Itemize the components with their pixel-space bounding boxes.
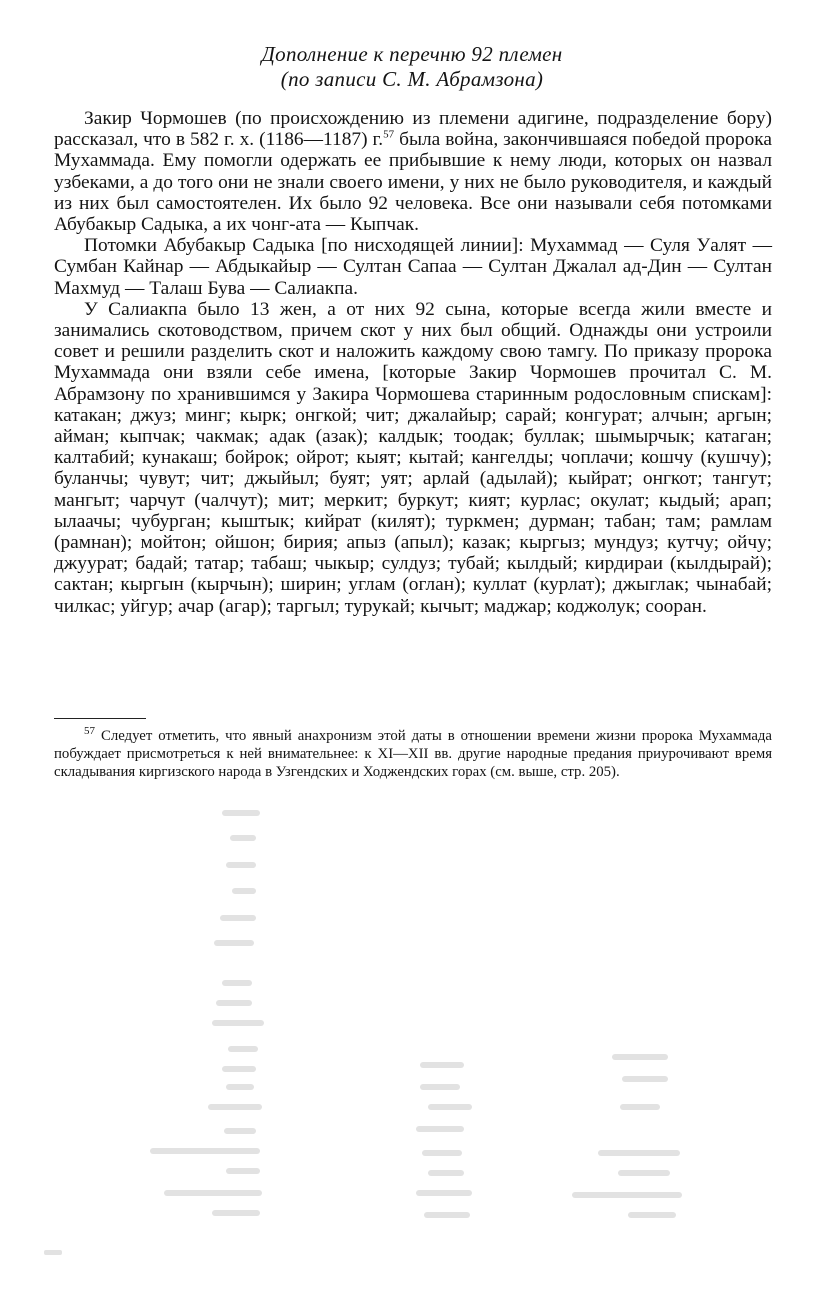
paragraph-1-continuation: была война, закончившаяся победой пророка Мухаммада. Ему помогли одержать ее прибывшие к нему люди, которых он назвал узбеками, а до того они не знали своего имени, у них не было руководителя, и каждый из них был самостоятелен. Их было 92 человека. Все они называли себя потомками Абубакыр Садыка, а их чонг-ата — Кыпчак. xyxy=(54,129,772,236)
footnote-text: Следует отметить, что явный анахронизм этой даты в отношении времени жизни пророка Мухаммада побуждает присмотреться к ней внимательнее: к XI—XII вв. другие народные предания приурочивают время складывания киргизского народа в Узгендских и Ходжендских горах (см. выше, стр. 205). xyxy=(54,728,772,780)
paragraph-1-text: Закир Чормошев (по происхождению из племени адигине, подразделение бору) рассказал, что в 582 г. х. (1186—1187) г. xyxy=(54,108,772,151)
footnote-number: 57 xyxy=(84,725,95,738)
footnote xyxy=(54,727,772,781)
heading-line-1: Дополнение к перечню 92 племен xyxy=(261,42,563,66)
footnote-reference: 57 xyxy=(383,128,395,141)
paragraph-3: У Салиакпа было 13 жен, а от них 92 сына, которые всегда жили вместе и занимались скотоводством, причем скот у них был общий. Однажды они устроили совет и решили разделить скот и наложить каждому свою тамгу. По приказу пророка Мухаммада они взяли себе имена, [которые Закир Чормошев прочитал С. М. Абрамзону по хранившимся у Закира Чормошева старинным родословным спискам]: катакан; джуз; минг; кырк; онгкой; чит; джалайыр; сарай; конгурат; алчын; аргын; айман; кыпчак; чакмак; адак (азак); калдык; тоодак; буллак; шымырчык; катаган; калтабий; кунакаш; бойрок; ойрот; кыят; кытай; кангелды; чоплачи; кошчу (кушчу); буланчы; чувут; чит; джыйыл; буят; уят; арлай (адылай); кыйрат; онгкот; тангут; мангыт; чарчут (чалчут); мит; меркит; буркут; кият; курлас; окулат; кыдый; арап; ылаачы; чубурган; кыштык; кийрат (килят); туркмен; дурман; табан; там; рамлам (рамнан); мойтон; ойшон; бирия; апыз (апыл); казак; кыргыз; мундуз; кутчу; ойчу; джуурат; бадай; татар; табаш; чыкыр; сулдуз; тубай; кылдый; кирдираи (кылдырай); сактан; кыргын (кырчын); ширин; углам (оглан); куллат (курлат); джыглак; чынабай; чилкас; уйгур; ачар (агар); таргыл; турукай; кычыт; маджар; коджолук; сооран. xyxy=(54,298,772,617)
main-text xyxy=(54,108,772,617)
paragraph-2: Потомки Абубакыр Садыка [по нисходящей линии]: Мухаммад — Суля Уалят — Сумбан Кайнар — Абдыкайыр — Султан Сапаа — Султан Джалал ад-Дин — Султан Махмуд — Талаш Бува — Салиакпа. xyxy=(54,235,772,299)
section-heading xyxy=(0,42,824,92)
footnote-paragraph xyxy=(54,727,772,781)
heading-line-2: (по записи С. М. Абрамзона) xyxy=(280,67,544,91)
paragraph-1 xyxy=(54,108,772,235)
footnote-divider xyxy=(54,718,146,719)
